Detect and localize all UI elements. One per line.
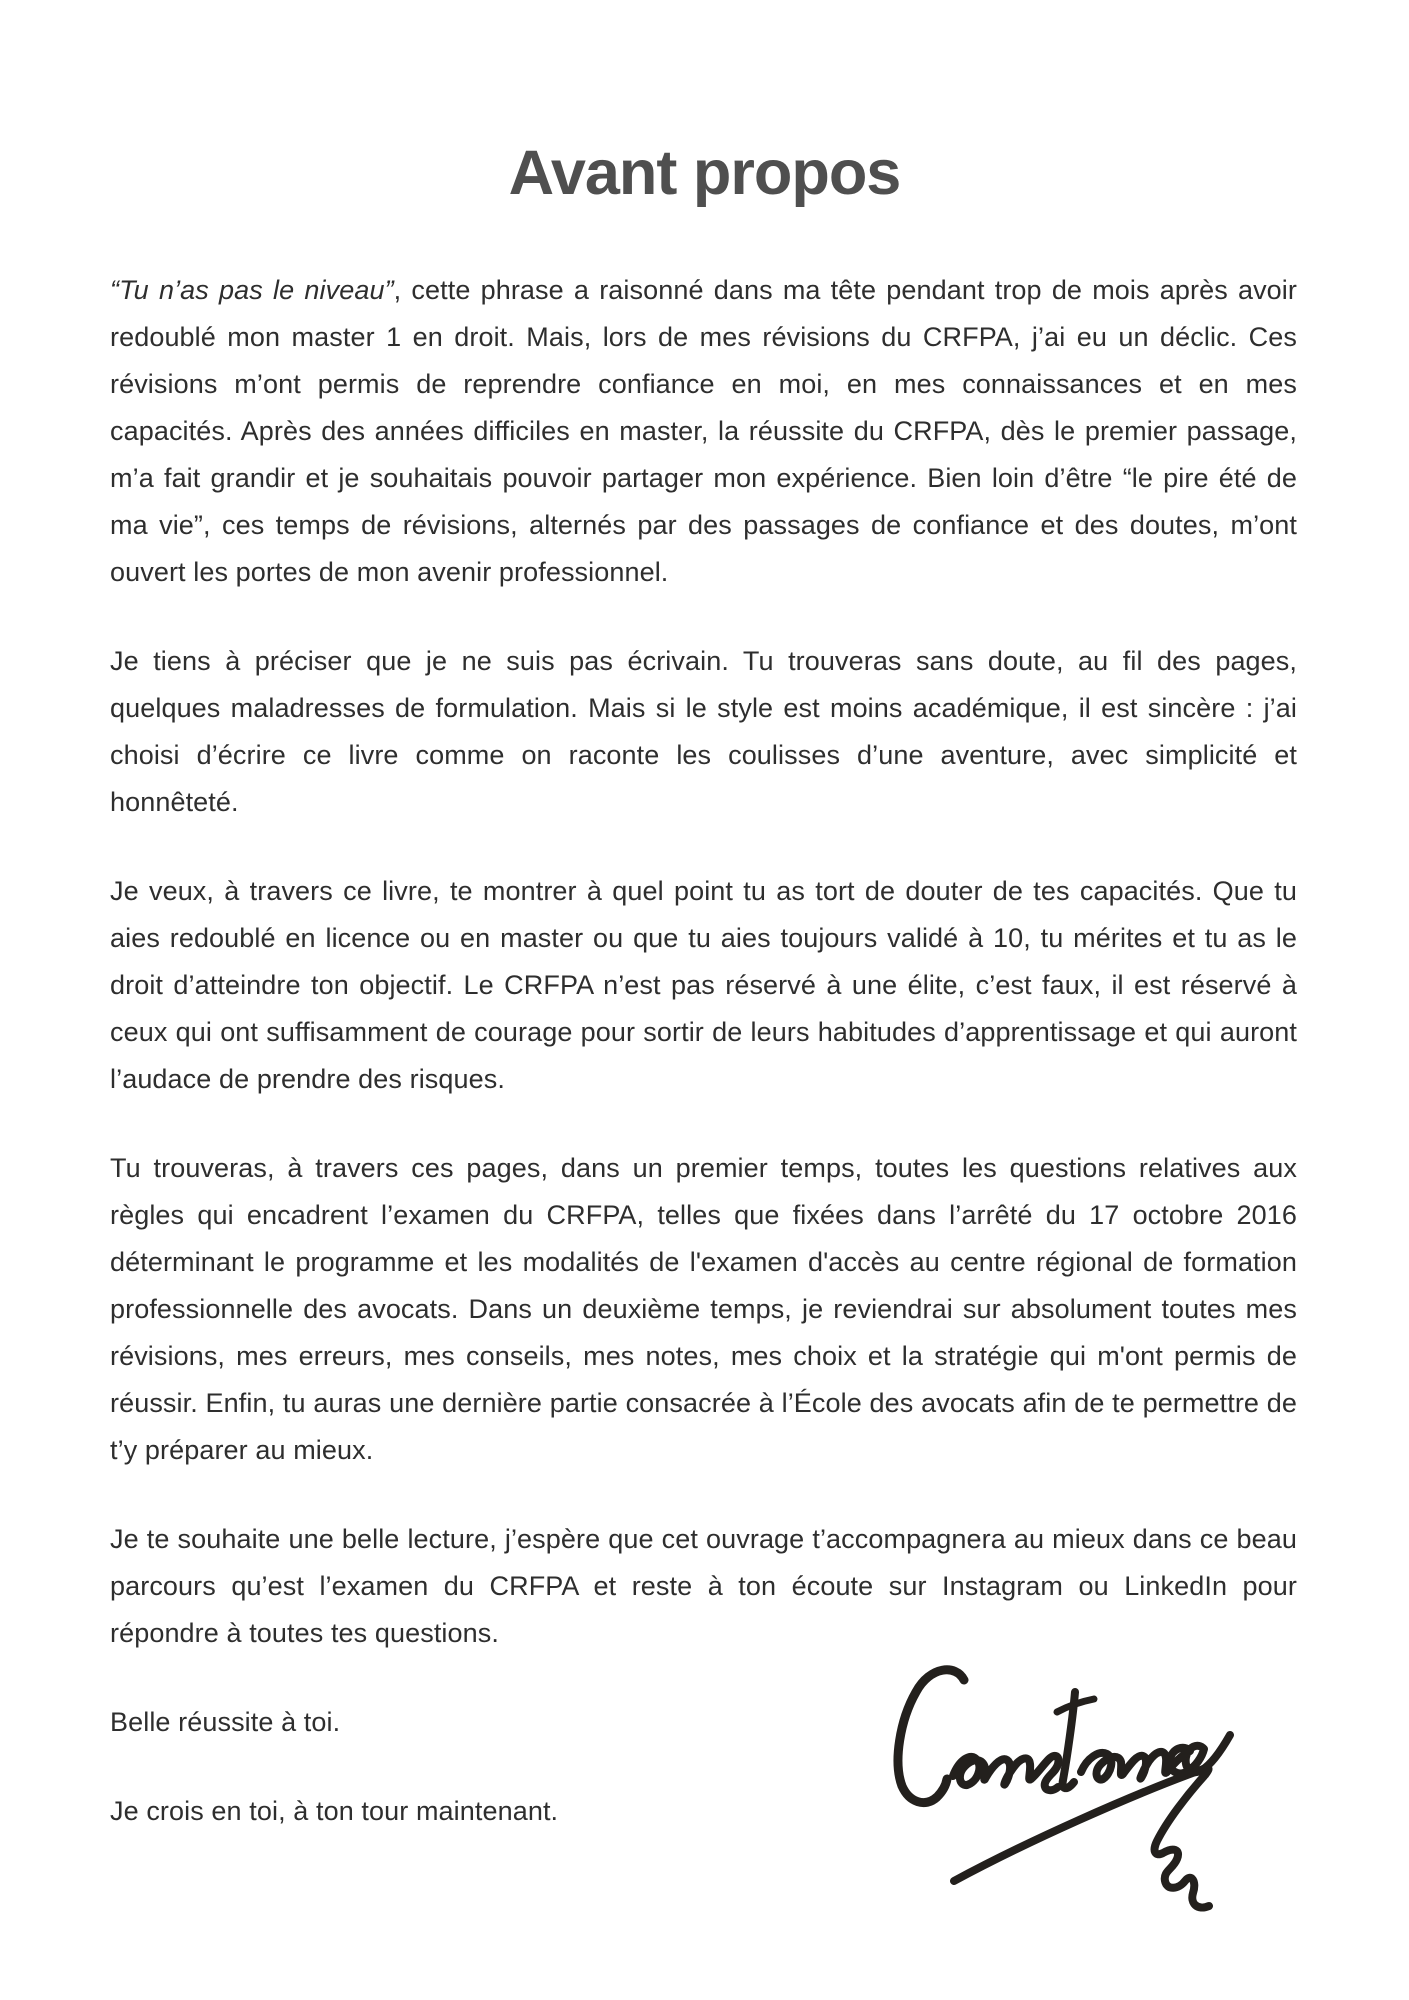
signature-handwriting-icon: [878, 1648, 1278, 1923]
body-text: [110, 267, 1297, 1877]
paragraph-4: Tu trouveras, à travers ces pages, dans un premier temps, toutes les questions relatives aux règles qui encadrent l’examen du CRFPA, telles que fixées dans l’arrêté du 17 octobre 2016 déterminant le programme et les modalités de l'examen d'accès au centre régional de formation professionnelle des avocats. Dans un deuxième temps, je reviendrai sur absolument toutes mes révisions, mes erreurs, mes conseils, mes notes, mes choix et la stratégie qui m'ont permis de réussir. Enfin, tu auras une dernière partie consacrée à l’École des avocats afin de te permettre de t’y préparer au mieux.: [110, 1153, 1297, 1465]
paragraph-3: Je veux, à travers ce livre, te montrer à quel point tu as tort de douter de tes capacités. Que tu aies redoublé en licence ou en master ou que tu aies toujours validé à 10, tu mérites et tu as le droit d’atteindre ton objectif. Le CRFPA n’est pas réservé à une élite, c’est faux, il est réservé à ceux qui ont suffisamment de courage pour sortir de leurs habitudes d’apprentissage et qui auront l’audace de prendre des risques.: [110, 876, 1297, 1094]
paragraph-1-text: , cette phrase a raisonné dans ma tête pendant trop de mois après avoir redoublé mon master 1 en droit. Mais, lors de mes révisions du CRFPA, j’ai eu un déclic. Ces révisions m’ont permis de reprendre confiance en moi, en mes connaissances et en mes capacités. Après des années difficiles en master, la réussite du CRFPA, dès le premier passage, m’a fait grandir et je souhaitais pouvoir partager mon expérience. Bien loin d’être “le pire été de ma vie”, ces temps de révisions, alternés par des passages de confiance et des doutes, m’ont ouvert les portes de mon avenir professionnel.: [110, 275, 1297, 587]
closing-line-1: Belle réussite à toi.: [110, 1707, 341, 1737]
paragraph-1-italic-lead: “Tu n’as pas le niveau”: [110, 275, 394, 305]
closing-line-2: Je crois en toi, à ton tour maintenant.: [110, 1796, 559, 1826]
paragraph-1: [110, 267, 1297, 596]
page-title: Avant propos: [508, 138, 901, 208]
paragraph-5: Je te souhaite une belle lecture, j’espère que cet ouvrage t’accompagnera au mieux dans ce beau parcours qu’est l’examen du CRFPA et reste à ton écoute sur Instagram ou LinkedIn pour répondre à toutes tes questions.: [110, 1524, 1297, 1648]
signature: [878, 1648, 1278, 1923]
paragraph-2: Je tiens à préciser que je ne suis pas écrivain. Tu trouveras sans doute, au fil des pages, quelques maladresses de formulation. Mais si le style est moins académique, il est sincère : j’ai choisi d’écrire ce livre comme on raconte les coulisses d’une aventure, avec simplicité et honnêteté.: [110, 646, 1297, 817]
